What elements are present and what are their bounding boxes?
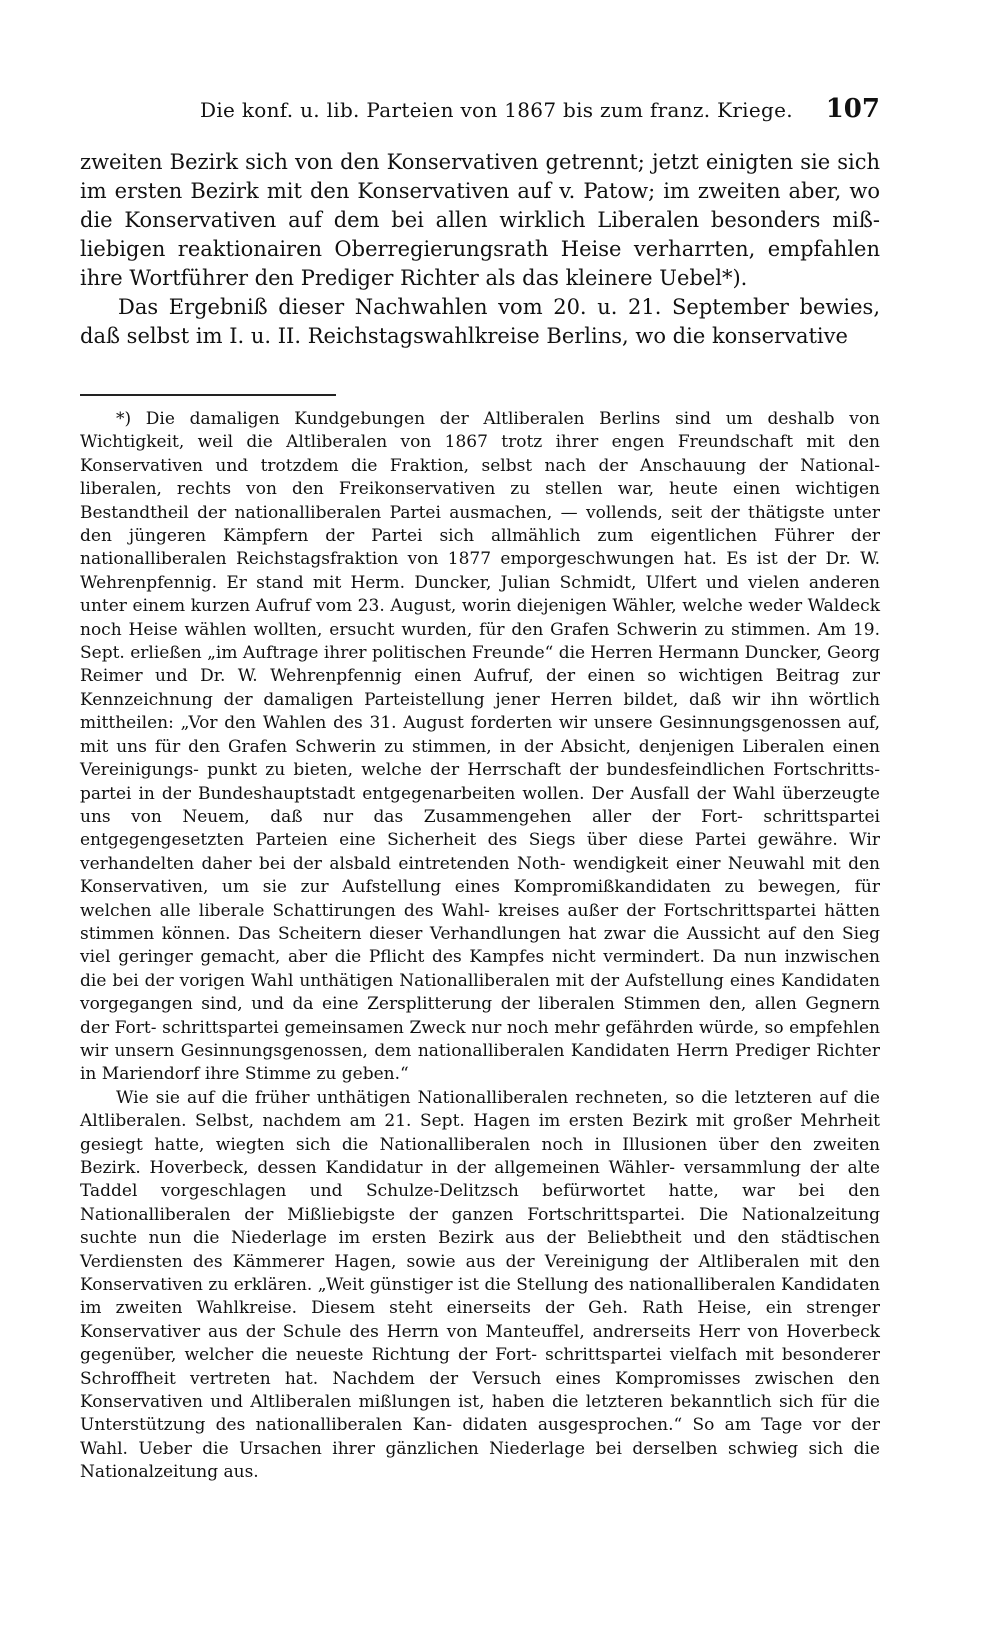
footnote-paragraph: *) Die damaligen Kundgebungen der Altliberalen Berlins sind um deshalb von Wichtigkeit, weil die Altliberalen von 1867 trotz ihrer engen Freundschaft mit den Konservativen und trotzdem die Fraktion, selbst nach der Anschauung der National- liberalen, rechts von den Freikonservativen zu stellen war, heute einen wichtigen Bestandtheil der nationalliberalen Partei ausmachen, — vollends, seit der thätigste unter den jüngeren Kämpfern der Partei sich allmählich zum eigentlichen Führer der nationalliberalen Reichstagsfraktion von 1877 emporgeschwungen hat. Es ist der Dr. W. Wehrenpfennig. Er stand mit Herm. Duncker, Julian Schmidt, Ulfert und vielen anderen unter einem kurzen Aufruf vom 23. August, worin diejenigen Wähler, welche weder Waldeck noch Heise wählen wollten, ersucht wurden, für den Grafen Schwerin zu stimmen. Am 19. Sept. erließen „im Auftrage ihrer politischen Freunde“ die Herren Hermann Duncker, Georg Reimer und Dr. W. Wehrenpfennig einen Aufruf, der einen so wichtigen Beitrag zur Kennzeichnung der damaligen Parteistellung jener Herren bildet, daß wir ihn wörtlich mittheilen: „Vor den Wahlen des 31. August forderten wir unsere Gesinnungsgenossen auf, mit uns für den Grafen Schwerin zu stimmen, in der Absicht, denjenigen Liberalen einen Vereinigungs- punkt zu bieten, welche der Herrschaft der bundesfeindlichen Fortschritts- partei in der Bundeshauptstadt entgegenarbeiten wollen. Der Ausfall der Wahl überzeugte uns von Neuem, daß nur das Zusammengehen aller der Fort- schrittspartei entgegengesetzten Parteien eine Sicherheit des Siegs über diese Partei gewähre. Wir verhandelten daher bei der alsbald eintretenden Noth- wendigkeit einer Neuwahl mit den Konservativen, um sie zur Aufstellung eines Kompromißkandidaten zu bewegen, für welchen alle liberale Schattirungen des Wahl- kreises außer der Fortschrittspartei hätten stimmen können. Das Scheitern dieser Verhandlungen hat zwar die Aussicht auf den Sieg viel geringer gemacht, aber die Pflicht des Kampfes nicht vermindert. Da nun inzwischen die bei der vorigen Wahl unthätigen Nationalliberalen mit der Aufstellung eines Kandidaten vorgegangen sind, und da eine Zersplitterung der liberalen Stimmen den, allen Gegnern der Fort- schrittspartei gemeinsamen Zweck nur noch mehr gefährden würde, so empfehlen wir unsern Gesinnungsgenossen, dem nationalliberalen Kandidaten Herrn Prediger Richter in Mariendorf ihre Stimme zu geben.“: [80, 409, 880, 1085]
running-head: Die konf. u. lib. Parteien von 1867 bis zum franz. Kriege.: [200, 98, 793, 122]
body-paragraph: Das Ergebniß dieser Nachwahlen vom 20. u. 21. September bewies, daß selbst im I. u. II. Reichstagswahlkreise Berlins, wo die konservative: [80, 295, 880, 348]
main-text: [80, 148, 880, 351]
body-paragraph: zweiten Bezirk sich von den Konservativen getrennt; jetzt einigten sie sich im ersten Bezirk mit den Konservativen auf v. Patow; im zweiten aber, wo die Konservativen auf dem bei allen wirklich Liberalen besonders miß- liebigen reaktionairen Oberregierungsrath Heise verharrten, empfahlen ihre Wortführer den Prediger Richter als das kleinere Uebel*).: [80, 150, 880, 290]
footnote: [80, 408, 880, 1485]
footnote-separator: [80, 394, 336, 396]
page-header: [80, 94, 880, 130]
footnote-paragraph: Wie sie auf die früher unthätigen Nationalliberalen rechneten, so die letzteren auf die Altliberalen. Selbst, nachdem am 21. Sept. Hagen im ersten Bezirk mit großer Mehrheit gesiegt hatte, wiegten sich die Nationalliberalen noch in Illusionen über den zweiten Bezirk. Hoverbeck, dessen Kandidatur in der allgemeinen Wähler- versammlung der alte Taddel vorgeschlagen und Schulze-Delitzsch befürwortet hatte, war bei den Nationalliberalen der Mißliebigste der ganzen Fortschrittspartei. Die Nationalzeitung suchte nun die Niederlage im ersten Bezirk aus der Beliebtheit und den städtischen Verdiensten des Kämmerer Hagen, sowie aus der Vereinigung der Altliberalen mit den Konservativen zu erklären. „Weit günstiger ist die Stellung des nationalliberalen Kandidaten im zweiten Wahlkreise. Diesem steht einerseits der Geh. Rath Heise, ein strenger Konservativer aus der Schule des Herrn von Manteuffel, andrerseits Herr von Hoverbeck gegenüber, welcher die neueste Richtung der Fort- schrittspartei vielfach mit besonderer Schroffheit vertreten hat. Nachdem der Versuch eines Kompromisses zwischen den Konservativen und Altliberalen mißlungen ist, haben die letzteren bekanntlich sich für die Unterstützung des nationalliberalen Kan- didaten ausgesprochen.“ So am Tage vor der Wahl. Ueber die Ursachen ihrer gänzlichen Niederlage bei derselben schwieg sich die Nationalzeitung aus.: [80, 1087, 880, 1483]
page-number: 107: [825, 94, 880, 124]
